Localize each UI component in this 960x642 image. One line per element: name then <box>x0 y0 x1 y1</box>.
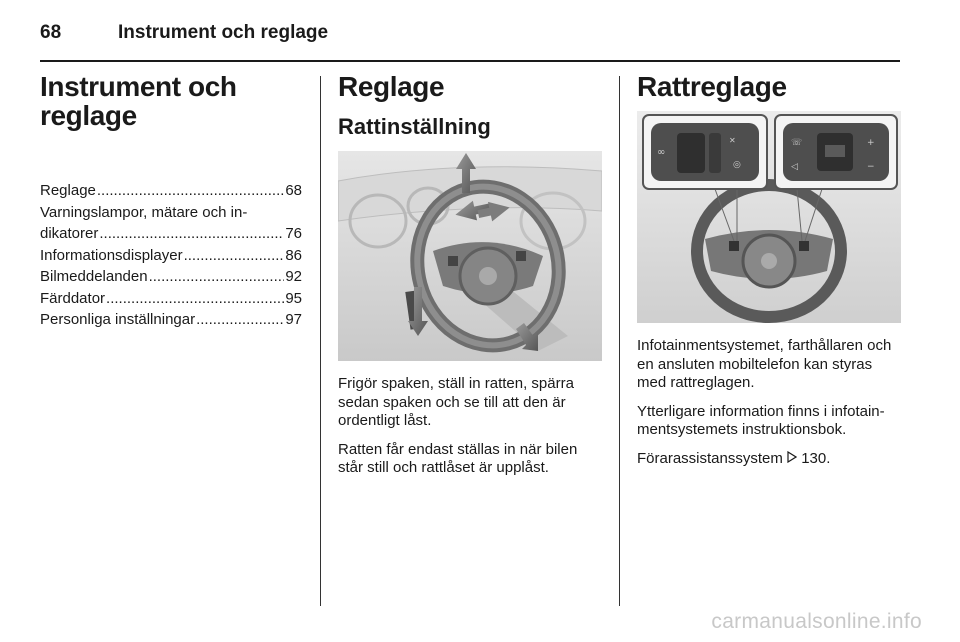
reference-label: Förarassistanssystem <box>637 449 783 467</box>
svg-text:◁: ◁ <box>791 162 798 172</box>
page-header <box>40 18 900 60</box>
toc-entry-farddator[interactable] <box>40 288 302 310</box>
toc-label: Informationsdisplayer <box>40 246 183 264</box>
paragraph-2: Ytterligare information finns i infotainmentsystemets instruktionsbok. <box>637 402 885 438</box>
toc-leader <box>106 288 284 310</box>
toc-page: 86 <box>285 246 302 264</box>
toc-leader <box>97 180 284 202</box>
svg-text:✕: ✕ <box>729 136 736 145</box>
table-of-contents <box>40 180 302 331</box>
header-rule <box>40 60 900 62</box>
paragraph-1: Frigör spaken, ställ in ratten, spärra sedan spaken och se till att den är ordentligt låst. <box>338 375 574 429</box>
toc-leader <box>184 245 285 267</box>
chapter-title: Instrument och reglage <box>40 71 237 131</box>
steering-controls-diagram <box>637 111 901 323</box>
section-title: Rattreglage <box>637 71 787 102</box>
steering-adjustment-illustration <box>338 151 602 361</box>
toc-label-line1: Varningslampor, mätare och in- <box>40 203 248 221</box>
toc-entry-reglage[interactable] <box>40 180 302 202</box>
toc-leader <box>149 266 285 288</box>
svg-text:+: + <box>867 138 875 148</box>
toc-page: 97 <box>285 311 302 328</box>
steering-wheel-diagram <box>338 151 602 361</box>
toc-label: Reglage <box>40 182 96 199</box>
toc-entry-varningslampor[interactable] <box>40 202 302 245</box>
column-divider-left <box>320 76 321 606</box>
toc-page: 76 <box>285 225 302 242</box>
toc-leader <box>196 309 284 331</box>
section-title: Reglage <box>338 71 445 102</box>
cross-reference[interactable] <box>637 450 901 469</box>
toc-label: Personliga inställningar <box>40 311 196 328</box>
column-contents <box>40 72 302 331</box>
reference-page: 130. <box>801 449 831 467</box>
svg-text:∞: ∞ <box>657 147 666 158</box>
paragraph-2: Ratten får endast ställas in när bilen står still och rattlåset är upplåst. <box>338 440 578 476</box>
column-reglage <box>338 72 602 478</box>
steering-controls-illustration <box>637 111 901 323</box>
page-reference-arrow-icon <box>787 450 797 469</box>
column-rattreglage <box>637 72 901 468</box>
page-number: 68 <box>40 22 62 43</box>
watermark: carmanualsonline.info <box>711 610 922 633</box>
toc-entry-personliga-installningar[interactable] <box>40 309 302 331</box>
toc-entry-bilmeddelanden[interactable] <box>40 266 302 288</box>
svg-text:◎: ◎ <box>733 160 741 170</box>
toc-page: 95 <box>285 289 302 307</box>
column-divider-right <box>619 76 620 606</box>
toc-label: dikatorer <box>40 225 99 242</box>
toc-page: 68 <box>285 182 302 199</box>
toc-entry-informationsdisplayer[interactable] <box>40 245 302 267</box>
toc-page: 92 <box>285 268 302 285</box>
paragraph-1: Infotainmentsystemet, farthållaren och en ansluten mobiltelefon kan styras med rattreglagen. <box>637 337 892 391</box>
svg-text:☏: ☏ <box>791 138 803 148</box>
toc-label: Bilmeddelanden <box>40 268 148 285</box>
header-title: Instrument och reglage <box>118 22 329 43</box>
toc-label: Färddator <box>40 289 106 307</box>
svg-text:−: − <box>867 162 875 172</box>
toc-leader <box>99 223 284 245</box>
subsection-title: Rattinställning <box>338 114 491 139</box>
